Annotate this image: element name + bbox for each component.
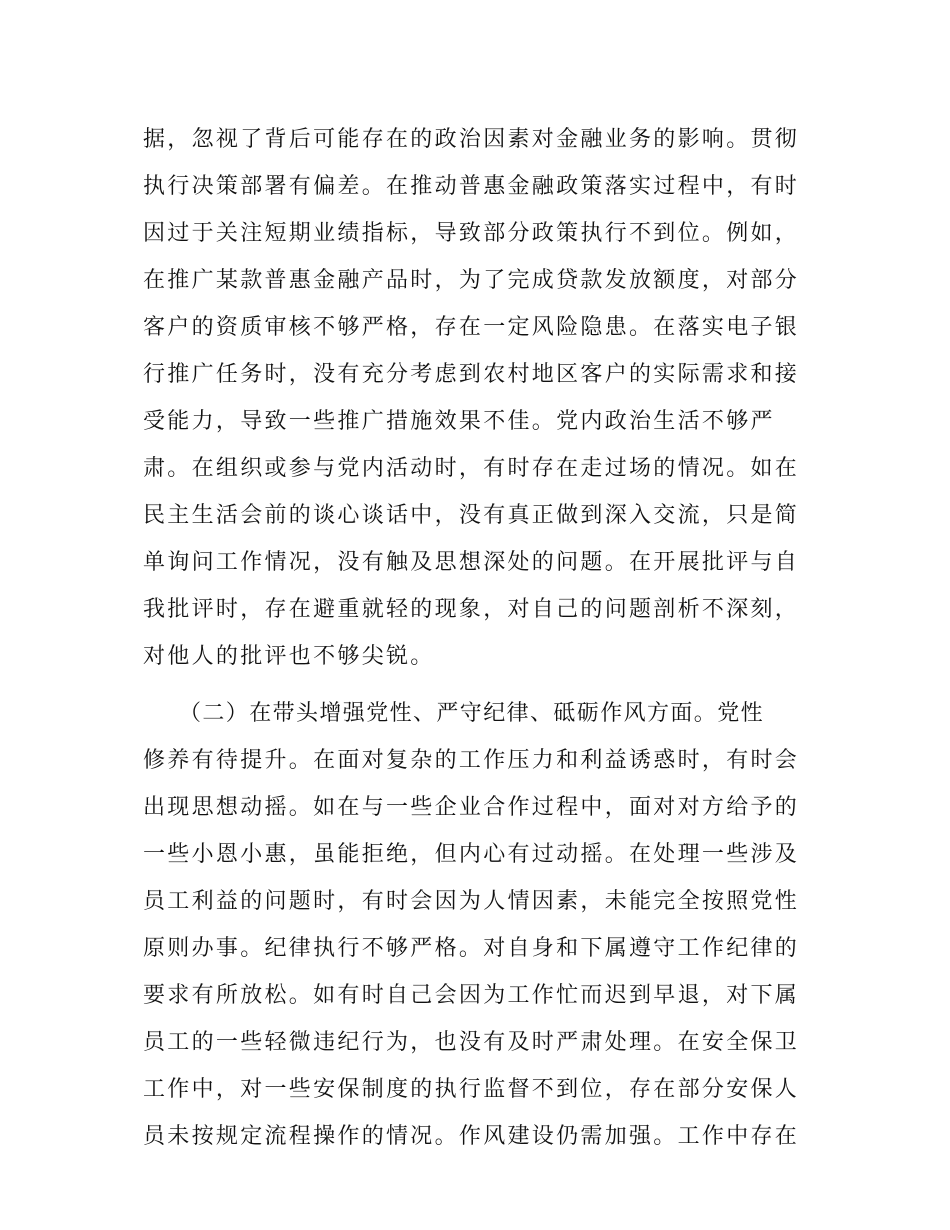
text-line: 行推广任务时，没有充分考虑到农村地区客户的实际需求和接 — [143, 362, 800, 387]
text-line: 员工的一些轻微违纪行为，也没有及时严肃处理。在安全保卫 — [143, 1030, 800, 1055]
text-line: 员未按规定流程操作的情况。作风建设仍需加强。工作中存在 — [143, 1124, 800, 1149]
text-line: 执行决策部署有偏差。在推动普惠金融政策落实过程中，有时 — [143, 174, 800, 199]
text-line: 客户的资质审核不够严格，存在一定风险隐患。在落实电子银 — [143, 315, 800, 340]
text-line: 肃。在组织或参与党内活动时，有时存在走过场的情况。如在 — [143, 456, 800, 481]
text-line: 工作中，对一些安保制度的执行监督不到位，存在部分安保人 — [143, 1077, 800, 1102]
text-line: 一些小恩小惠，虽能拒绝，但内心有过动摇。在处理一些涉及 — [143, 842, 800, 867]
text-line: 民主生活会前的谈心谈话中，没有真正做到深入交流，只是简 — [143, 503, 800, 528]
text-line: 我批评时，存在避重就轻的现象，对自己的问题剖析不深刻， — [143, 597, 800, 622]
text-line: 原则办事。纪律执行不够严格。对自身和下属遵守工作纪律的 — [143, 936, 800, 961]
text-line: 单询问工作情况，没有触及思想深处的问题。在开展批评与自 — [143, 550, 800, 575]
text-line: 员工利益的问题时，有时会因为人情因素，未能完全按照党性 — [143, 889, 800, 914]
paragraph-1 — [143, 116, 815, 680]
text-line: 出现思想动摇。如在与一些企业合作过程中，面对对方给予的 — [143, 795, 800, 820]
text-line: 在推广某款普惠金融产品时，为了完成贷款发放额度，对部分 — [143, 268, 800, 293]
text-line: （二）在带头增强党性、严守纪律、砥砺作风方面。党性 — [179, 701, 765, 726]
document-body — [143, 116, 815, 1160]
paragraph-2 — [143, 690, 815, 1160]
text-line: 要求有所放松。如有时自己会因为工作忙而迟到早退，对下属 — [143, 983, 800, 1008]
text-line: 因过于关注短期业绩指标，导致部分政策执行不到位。例如， — [143, 221, 800, 246]
text-line: 受能力，导致一些推广措施效果不佳。党内政治生活不够严 — [143, 409, 775, 434]
text-line: 据，忽视了背后可能存在的政治因素对金融业务的影响。贯彻 — [143, 127, 800, 152]
paragraph-spacer — [143, 680, 815, 690]
text-line: 修养有待提升。在面对复杂的工作压力和利益诱惑时，有时会 — [143, 748, 800, 773]
text-line: 对他人的批评也不够尖锐。 — [143, 644, 435, 669]
